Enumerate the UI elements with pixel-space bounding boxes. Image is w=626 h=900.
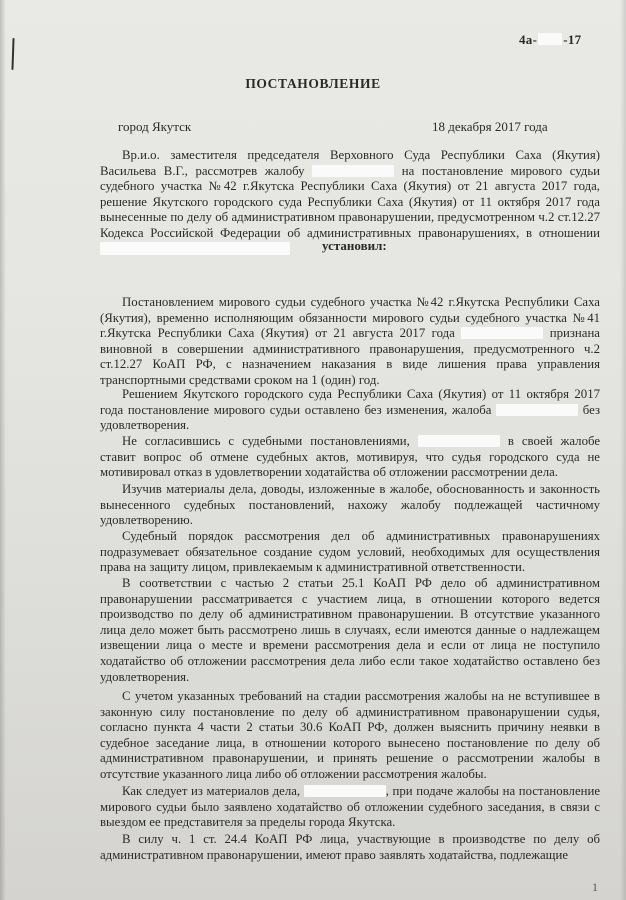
page-shadow-right <box>620 0 626 900</box>
redaction <box>418 435 500 447</box>
paragraph-1: Постановлением мирового судьи судебного участка №42 г.Якутска Республики Саха (Якутия), временно исполняющим обязанности мирового судьи судебного участка №41 г.Якутска Республики Саха (Якутия) от 21 августа 2017 года признана виновной в совершении административного правонарушения, предусмотренного ч.2 ст.12.27 КоАП РФ, с назначением наказания в виде лишения права управления транспортными средствами сроком на 1 (один) год. <box>100 295 600 387</box>
redaction <box>304 785 386 797</box>
redaction <box>461 327 543 339</box>
case-number-suffix: -17 <box>563 32 582 47</box>
page-number: 1 <box>592 880 598 894</box>
paragraph-6: В соответствии с частью 2 статьи 25.1 КоАП РФ дело об административном правонарушении рассматривается с участием лица, в отношении которого ведется производство по делу об административном правонарушении. В отсутствие указанного лица дело может быть рассмотрено лишь в случаях, если имеются данные о надлежащем извещении лица о месте и времени рассмотрения дела и если от лица не поступило ходатайство об отложении рассмотрения дела либо если такое ходатайство оставлено без удовлетворения. <box>100 576 600 684</box>
city: город Якутск <box>118 119 192 134</box>
redaction <box>538 33 562 45</box>
document-date: 18 декабря 2017 года <box>432 119 548 134</box>
paragraph-8: Как следует из материалов дела, , при подаче жалобы на постановление мирового судьи было заявлено ходатайство об отложении судебного заседания, в связи с выездом ее представителя за пределы города Якутска. <box>100 784 600 830</box>
document-title: ПОСТАНОВЛЕНИЕ <box>245 76 381 91</box>
intro-paragraph: Вр.и.о. заместителя председателя Верховного Суда Республики Саха (Якутия) Васильева В.Г., рассмотрев жалобу на постановление мирового судьи судебного участка №42 г.Якутска Республики Саха (Якутия) от 21 августа 2017 года, решение Якутского городского суда Республики Саха (Якутия) от 11 октября 2017 года вынесенные по делу об административном правонарушении, предусмотренном ч.2 ст.12.27 Кодекса Российской Федерации об административных правонарушениях, в отношении <box>100 148 600 257</box>
paragraph-7: С учетом указанных требований на стадии рассмотрения жалобы на не вступившее в законную силу постановление по делу об административном правонарушении судья, согласно пункта 4 части 2 статьи 30.6 КоАП РФ, должен выяснить причину неявки в судебное заседание лица, в отношении которого вынесено постановление по делу об административном правонарушении, и принять решение о рассмотрении жалобы в отсутствие указанного лица либо об отложении рассмотрения жалобы. <box>100 689 600 781</box>
redaction <box>496 404 578 416</box>
paragraph-3: Не согласившись с судебными постановлениями, в своей жалобе ставит вопрос об отмене судебных актов, мотивируя, что судья городского суда не мотивировал отказ в удовлетворении ходатайства об отложении рассмотрении дела. <box>100 434 600 480</box>
paragraph-4: Изучив материалы дела, доводы, изложенные в жалобе, обоснованность и законность вынесенного судебных постановлений, нахожу жалобу подлежащей частичному удовлетворению. <box>100 482 600 528</box>
case-number <box>519 32 581 48</box>
paragraph-2: Решением Якутского городского суда Республики Саха (Якутия) от 11 октября 2017 года постановление мирового судьи оставлено без изменения, жалоба без удовлетворения. <box>100 387 601 433</box>
paragraph-5: Судебный порядок рассмотрения дел об административных правонарушениях подразумевает обязательное создание судом условий, необходимых для осуществления права на защиту лицом, привлекаемым к административной ответственности. <box>100 529 600 575</box>
paragraph-9: В силу ч. 1 ст. 24.4 КоАП РФ лица, участвующие в производстве по делу об административном правонарушении, имеют право заявлять ходатайства, подлежащие <box>100 832 600 862</box>
established-heading: установил: <box>322 238 387 253</box>
case-number-prefix: 4а- <box>519 32 538 47</box>
redaction <box>100 242 290 255</box>
pen-mark <box>11 38 14 70</box>
page-shadow-left <box>0 0 6 900</box>
redaction <box>312 165 394 177</box>
